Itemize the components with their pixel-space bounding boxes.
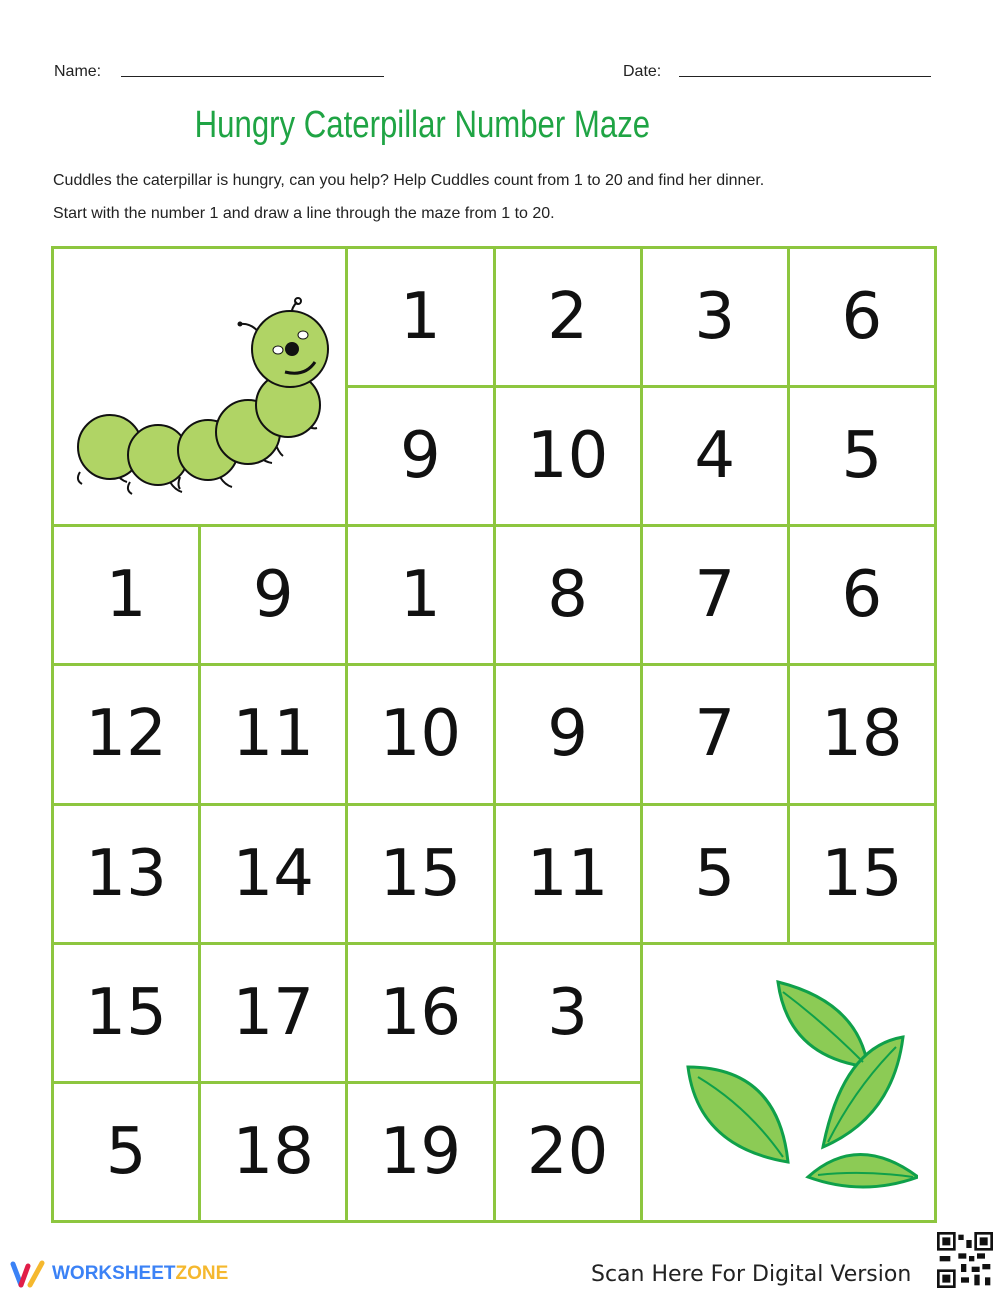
maze-cell[interactable]: 9 bbox=[348, 388, 492, 524]
logo-w-icon bbox=[10, 1260, 46, 1288]
date-label: Date: bbox=[623, 63, 662, 80]
maze-cell[interactable]: 11 bbox=[201, 666, 345, 802]
maze-cell[interactable]: 13 bbox=[54, 806, 198, 942]
maze-cell[interactable]: 10 bbox=[496, 388, 640, 524]
instruction-1: Cuddles the caterpillar is hungry, can you help? Help Cuddles count from 1 to 20 and find her dinner. bbox=[53, 172, 765, 189]
maze-cell[interactable]: 18 bbox=[790, 666, 934, 802]
maze-cell[interactable]: 6 bbox=[790, 527, 934, 663]
leaves-image bbox=[643, 945, 934, 1220]
leaves-icon bbox=[658, 962, 918, 1202]
date-field[interactable] bbox=[679, 76, 931, 77]
page-title: Hungry Caterpillar Number Maze bbox=[194, 104, 651, 146]
maze-cell[interactable]: 1 bbox=[54, 527, 198, 663]
maze-cell[interactable]: 3 bbox=[496, 945, 640, 1081]
maze-cell[interactable]: 7 bbox=[643, 666, 787, 802]
maze-cell[interactable]: 5 bbox=[790, 388, 934, 524]
scan-text: Scan Here For Digital Version bbox=[591, 1262, 912, 1287]
maze-cell[interactable]: 17 bbox=[201, 945, 345, 1081]
maze-cell[interactable]: 9 bbox=[496, 666, 640, 802]
maze-cell[interactable]: 20 bbox=[496, 1084, 640, 1220]
maze-cell[interactable]: 11 bbox=[496, 806, 640, 942]
name-field[interactable] bbox=[121, 76, 384, 77]
maze-cell[interactable]: 3 bbox=[643, 249, 787, 385]
caterpillar-icon bbox=[60, 257, 340, 517]
maze-cell[interactable]: 4 bbox=[643, 388, 787, 524]
worksheet-zone-logo[interactable] bbox=[10, 1260, 228, 1288]
name-label: Name: bbox=[54, 63, 102, 80]
maze-cell[interactable]: 5 bbox=[54, 1084, 198, 1220]
maze-cell[interactable]: 1 bbox=[348, 249, 492, 385]
maze-cell[interactable]: 1 bbox=[348, 527, 492, 663]
maze-cell[interactable]: 18 bbox=[201, 1084, 345, 1220]
maze-cell[interactable]: 15 bbox=[348, 806, 492, 942]
caterpillar-image bbox=[54, 249, 345, 524]
maze-cell[interactable]: 15 bbox=[790, 806, 934, 942]
maze-cell[interactable]: 8 bbox=[496, 527, 640, 663]
maze-cell[interactable]: 7 bbox=[643, 527, 787, 663]
maze-cell[interactable]: 9 bbox=[201, 527, 345, 663]
instruction-2: Start with the number 1 and draw a line through the maze from 1 to 20. bbox=[53, 205, 555, 222]
maze-cell[interactable]: 6 bbox=[790, 249, 934, 385]
maze-cell[interactable]: 16 bbox=[348, 945, 492, 1081]
maze-cell[interactable]: 2 bbox=[496, 249, 640, 385]
brand-name-part1: WORKSHEET bbox=[52, 1263, 176, 1284]
qr-code-icon[interactable] bbox=[937, 1232, 993, 1288]
number-maze-grid bbox=[51, 246, 937, 1223]
maze-cell[interactable]: 10 bbox=[348, 666, 492, 802]
maze-cell[interactable]: 5 bbox=[643, 806, 787, 942]
maze-cell[interactable]: 14 bbox=[201, 806, 345, 942]
brand-name-part2: ZONE bbox=[175, 1263, 229, 1284]
maze-cell[interactable]: 12 bbox=[54, 666, 198, 802]
maze-cell[interactable]: 15 bbox=[54, 945, 198, 1081]
maze-cell[interactable]: 19 bbox=[348, 1084, 492, 1220]
